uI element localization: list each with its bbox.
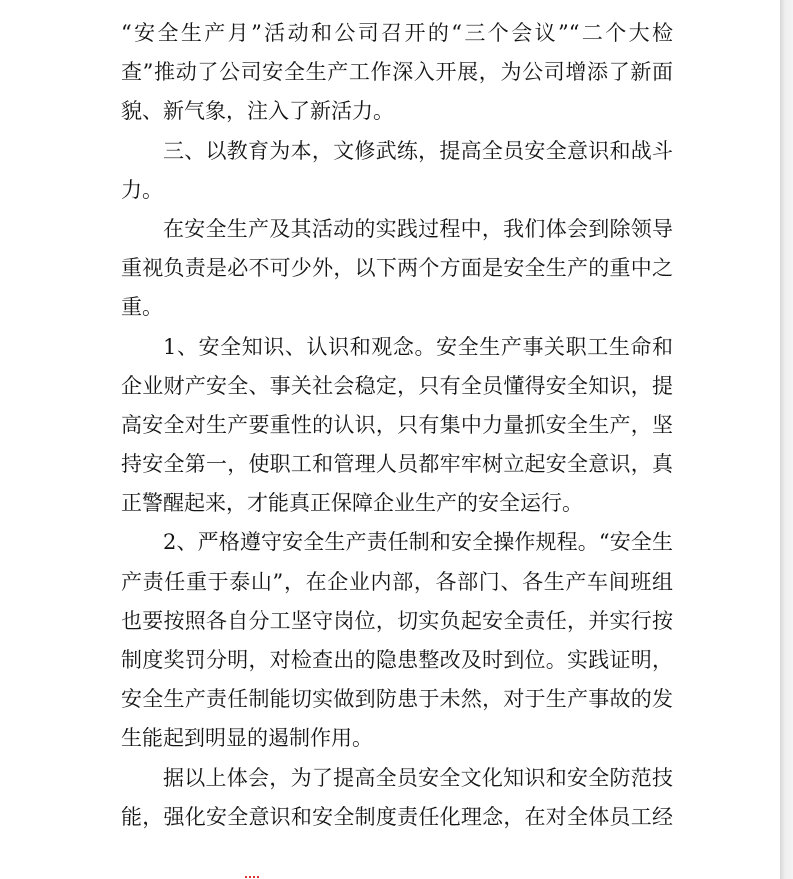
text-line: 查”推动了公司安全生产工作深入开展，为公司增添了新面	[121, 60, 673, 85]
spellcheck-underline	[245, 872, 259, 878]
text-line: 据以上体会，为了提高全员安全文化知识和安全防范技	[163, 765, 673, 790]
text-line: 在安全生产及其活动的实践过程中，我们体会到除领导	[163, 216, 673, 241]
document-body	[121, 14, 673, 837]
text-line: 能，强化安全意识和安全制度责任化理念，在对全体员工经	[121, 804, 673, 829]
page-shadow-edge	[780, 0, 793, 879]
text-line: 生能起到明显的遏制作用。	[121, 726, 373, 751]
text-line: 高安全对生产要重性的认识，只有集中力量抓安全生产，坚	[121, 412, 673, 437]
text-line: 制度奖罚分明，对检查出的隐患整改及时到位。实践证明，	[121, 648, 673, 672]
text-line: 2、严格遵守安全生产责任制和安全操作规程。“安全生	[163, 530, 673, 555]
text-line: 产责任重于泰山”，在企业内部，各部门、各生产车间班组	[121, 569, 673, 594]
section-heading-line: 力。	[121, 177, 163, 202]
text-line: 重视负责是必不可少外，以下两个方面是安全生产的重中之	[121, 256, 673, 281]
text-line: 持安全第一，使职工和管理人员都牢牢树立起安全意识，真	[121, 452, 673, 477]
text-line: 正警醒起来，才能真正保障企业生产的安全运行。	[121, 491, 583, 516]
section-heading-line: 三、以教育为本，文修武练，提高全员安全意识和战斗	[163, 138, 673, 163]
text-line: 重。	[121, 295, 163, 320]
text-line: 1、安全知识、认识和观念。安全生产事关职工生命和	[163, 334, 673, 359]
text-line: 安全生产责任制能切实做到防患于未然，对于生产事故的发	[121, 687, 673, 712]
text-line: 貌、新气象，注入了新活力。	[121, 99, 394, 124]
text-line: “安全生产月”活动和公司召开的“三个会议”“二个大检	[121, 21, 673, 45]
text-line: 企业财产安全、事关社会稳定，只有全员懂得安全知识，提	[121, 373, 673, 398]
text-line: 也要按照各自分工坚守岗位，切实负起安全责任，并实行按	[121, 608, 673, 633]
